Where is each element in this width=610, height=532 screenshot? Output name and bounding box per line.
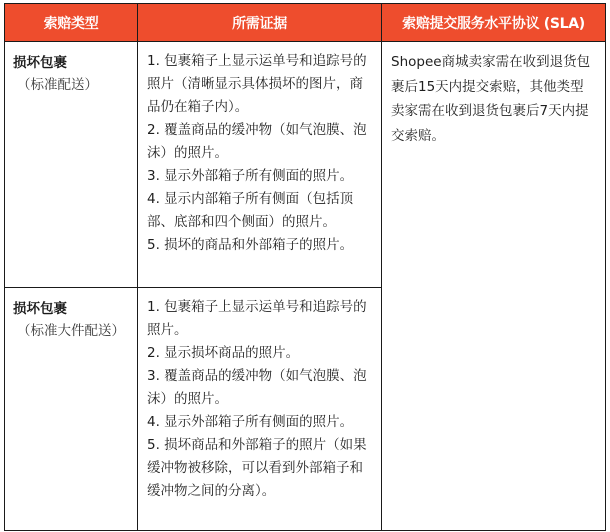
- header-claim-type: 索赔类型: [5, 4, 138, 42]
- evidence-item: 1. 包裹箱子上显示运单号和追踪号的照片。: [147, 299, 367, 338]
- header-sla: 索赔提交服务水平协议 (SLA): [382, 4, 606, 42]
- header-required-evidence: 所需证据: [138, 4, 382, 42]
- evidence-item: 5. 损坏的商品和外部箱子的照片。: [147, 237, 354, 253]
- evidence-item: 5. 损坏商品和外部箱子的照片（如果缓冲物被移除，可以看到外部箱子和缓冲物之间的分离）。: [147, 437, 367, 499]
- claims-table: [4, 3, 606, 531]
- evidence-item: 3. 显示外部箱子所有侧面的照片。: [147, 168, 354, 184]
- claim-type-subtitle: （标准配送）: [17, 77, 98, 93]
- claim-type-cell: [5, 42, 138, 288]
- claim-type-subtitle: （标准大件配送）: [17, 323, 125, 339]
- evidence-item: 4. 显示外部箱子所有侧面的照片。: [147, 414, 354, 430]
- claim-type-title: 损坏包裹: [13, 55, 67, 71]
- evidence-item: 4. 显示内部箱子所有侧面（包括顶部、底部和四个侧面）的照片。: [147, 191, 354, 230]
- table-row: [5, 42, 606, 288]
- evidence-cell: [138, 288, 382, 531]
- evidence-item: 3. 覆盖商品的缓冲物（如气泡膜、泡沫）的照片。: [147, 368, 367, 407]
- evidence-item: 1. 包裹箱子上显示运单号和追踪号的照片（清晰显示具体损坏的图片，商品仍在箱子内）。: [147, 53, 367, 115]
- evidence-item: 2. 显示损坏商品的照片。: [147, 345, 300, 361]
- evidence-cell: [138, 42, 382, 288]
- sla-cell: Shopee商城卖家需在收到退货包裹后15天内提交索赔，其他类型卖家需在收到退货包裹后7天内提交索赔。: [382, 42, 606, 531]
- claim-type-title: 损坏包裹: [13, 301, 67, 317]
- claim-type-cell: [5, 288, 138, 531]
- evidence-item: 2. 覆盖商品的缓冲物（如气泡膜、泡沫）的照片。: [147, 122, 367, 161]
- table-header-row: [5, 4, 606, 42]
